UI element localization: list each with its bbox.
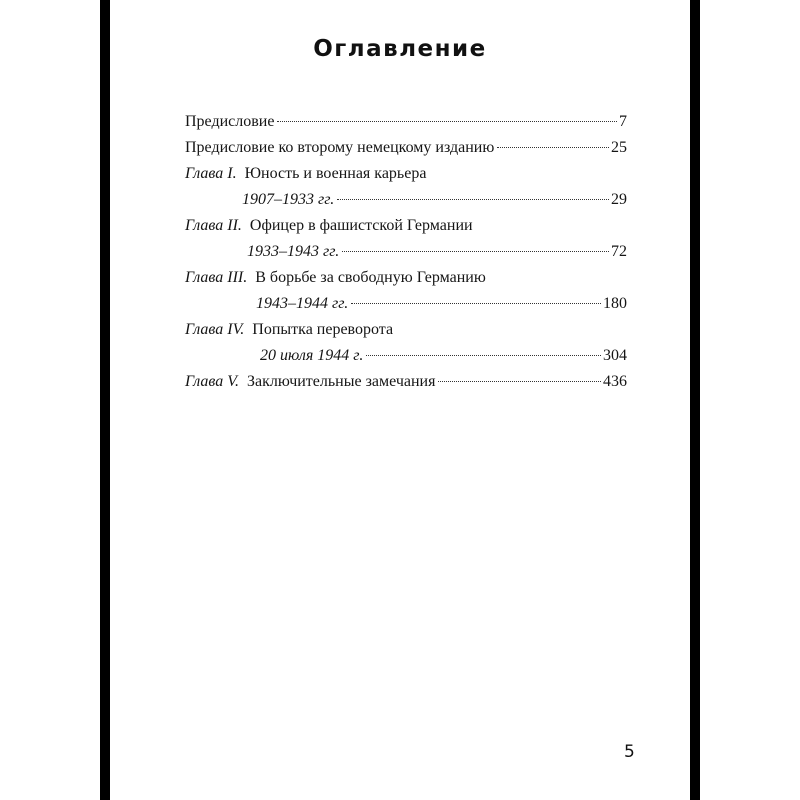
toc-chapter-heading: В борьбе за свободную Германию — [255, 269, 486, 286]
toc-entry-label: Предисловие — [185, 113, 275, 130]
toc-chapter-subtitle: 1943–1944 гг. — [256, 295, 349, 312]
toc-chapter-label: Глава III. — [185, 269, 248, 286]
toc-entry-page: 304 — [603, 347, 627, 364]
toc-chapter-5-row[interactable] — [185, 369, 627, 395]
right-border-bar — [690, 0, 700, 800]
toc-chapter-4-heading-row[interactable] — [185, 317, 627, 343]
table-of-contents — [185, 109, 627, 395]
toc-entry-page: 25 — [611, 139, 627, 156]
toc-entry-page: 180 — [603, 295, 627, 312]
toc-chapter-heading: Юность и военная карьера — [244, 165, 427, 182]
dot-leader — [277, 121, 617, 122]
toc-chapter-4-subtitle-row[interactable] — [185, 343, 627, 369]
toc-chapter-label: Глава I. — [185, 165, 237, 182]
toc-chapter-3-heading-row[interactable] — [185, 265, 627, 291]
page-number: 5 — [624, 742, 635, 762]
toc-chapter-subtitle: 1933–1943 гг. — [247, 243, 340, 260]
toc-entry-preface[interactable] — [185, 109, 627, 135]
toc-chapter-1-heading-row[interactable] — [185, 161, 627, 187]
toc-entry-page: 436 — [603, 373, 627, 390]
toc-entry-page: 72 — [611, 243, 627, 260]
dot-leader — [337, 199, 609, 200]
toc-entry-label: Предисловие ко второму немецкому изданию — [185, 139, 495, 156]
dot-leader — [497, 147, 609, 148]
toc-chapter-line — [185, 369, 435, 395]
toc-chapter-1-subtitle-row[interactable] — [185, 187, 627, 213]
dot-leader — [351, 303, 601, 304]
toc-chapter-heading: Офицер в фашистской Германии — [249, 217, 473, 234]
toc-chapter-heading: Попытка переворота — [252, 321, 394, 338]
toc-entry-page: 29 — [611, 191, 627, 208]
toc-chapter-label: Глава II. — [185, 217, 242, 234]
toc-chapter-3-subtitle-row[interactable] — [185, 291, 627, 317]
left-border-bar — [100, 0, 110, 800]
toc-chapter-2-subtitle-row[interactable] — [185, 239, 627, 265]
toc-chapter-label: Глава IV. — [185, 321, 245, 338]
toc-chapter-subtitle: 20 июля 1944 г. — [260, 347, 364, 364]
toc-chapter-heading: Заключительные замечания — [246, 373, 436, 390]
toc-chapter-2-heading-row[interactable] — [185, 213, 627, 239]
toc-chapter-subtitle: 1907–1933 гг. — [242, 191, 335, 208]
page-title: Оглавление — [313, 36, 487, 62]
dot-leader — [342, 251, 609, 252]
toc-entry-preface-second-edition[interactable] — [185, 135, 627, 161]
toc-entry-page: 7 — [619, 113, 627, 130]
dot-leader — [366, 355, 601, 356]
dot-leader — [438, 381, 601, 382]
toc-chapter-label: Глава V. — [185, 373, 239, 390]
